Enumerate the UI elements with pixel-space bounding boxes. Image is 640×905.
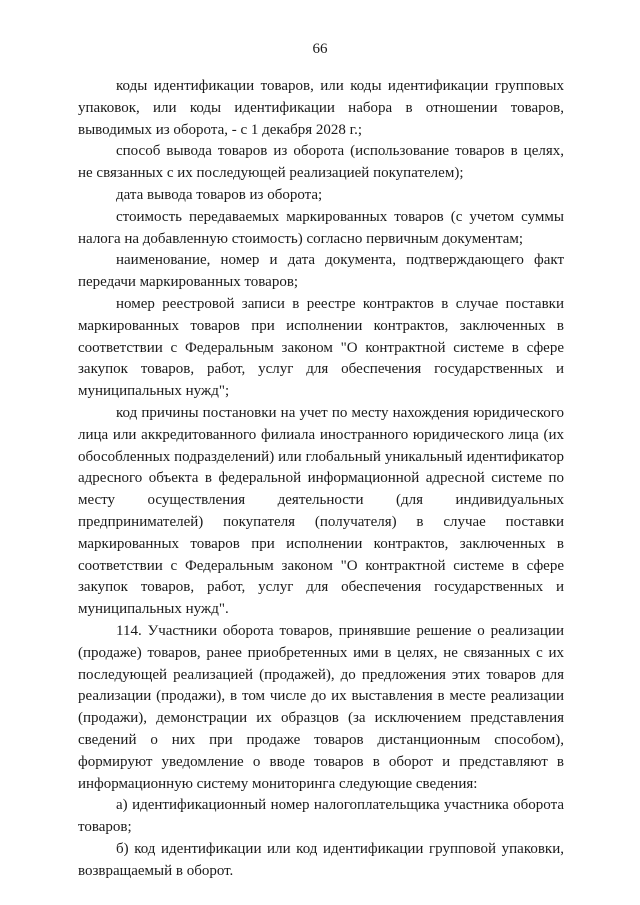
document-body: [78, 76, 564, 882]
paragraph-withdrawal-method: способ вывода товаров из оборота (использование товаров в целях, не связанных с их последующей реализацией покупателем);: [78, 143, 564, 182]
paragraph-registration-reason-code: код причины постановки на учет по месту нахождения юридического лица или аккредитованного филиала иностранного юридического лица (их обособленных подразделений) или глобальный уникальный идентификатор адресного объекта в федеральной информационной адресной системе по месту осуществления деятельности (для индивидуальных предпринимателей) покупателя (получателя) в случае поставки маркированных товаров при исполнении контрактов, заключенных в соответствии с Федеральным законом "О контрактной системе в сфере закупок товаров, работ, услуг для обеспечения государственных и муниципальных нужд".: [78, 404, 564, 618]
paragraph-registry-entry: номер реестровой записи в реестре контрактов в случае поставки маркированных товаров при исполнении контрактов, заключенных в соответствии с Федеральным законом "О контрактной системе в сфере закупок товаров, работ, услуг для обеспечения государственных и муниципальных нужд";: [78, 295, 564, 400]
paragraph-section-114: 114. Участники оборота товаров, принявшие решение о реализации (продаже) товаров, ранее приобретенных ими в целях, не связанных с их последующей реализацией (продажей), до предложения этих товаров для реализации (продажи), в том числе до их выставления в месте реализации (продажи), демонстрации их образцов (за исключением представления сведений о них при продаже товаров дистанционным способом), формируют уведомление о вводе товаров в оборот и представляют в информационную систему мониторинга следующие сведения:: [78, 622, 564, 792]
paragraph-identification-codes: коды идентификации товаров, или коды идентификации групповых упаковок, или коды идентификации набора в отношении товаров, выводимых из оборота, - с 1 декабря 2028 г.;: [78, 78, 564, 138]
page-number: 66: [312, 41, 328, 57]
paragraph-item-b: б) код идентификации или код идентификации групповой упаковки, возвращаемый в оборот.: [78, 840, 564, 879]
paragraph-document-details: наименование, номер и дата документа, подтверждающего факт передачи маркированных товаров;: [78, 252, 564, 291]
paragraph-withdrawal-date: дата вывода товаров из оборота;: [116, 186, 323, 203]
paragraph-goods-cost: стоимость передаваемых маркированных товаров (с учетом суммы налога на добавленную стоимость) согласно первичным документам;: [78, 208, 564, 247]
paragraph-item-a: а) идентификационный номер налогоплательщика участника оборота товаров;: [78, 797, 564, 836]
